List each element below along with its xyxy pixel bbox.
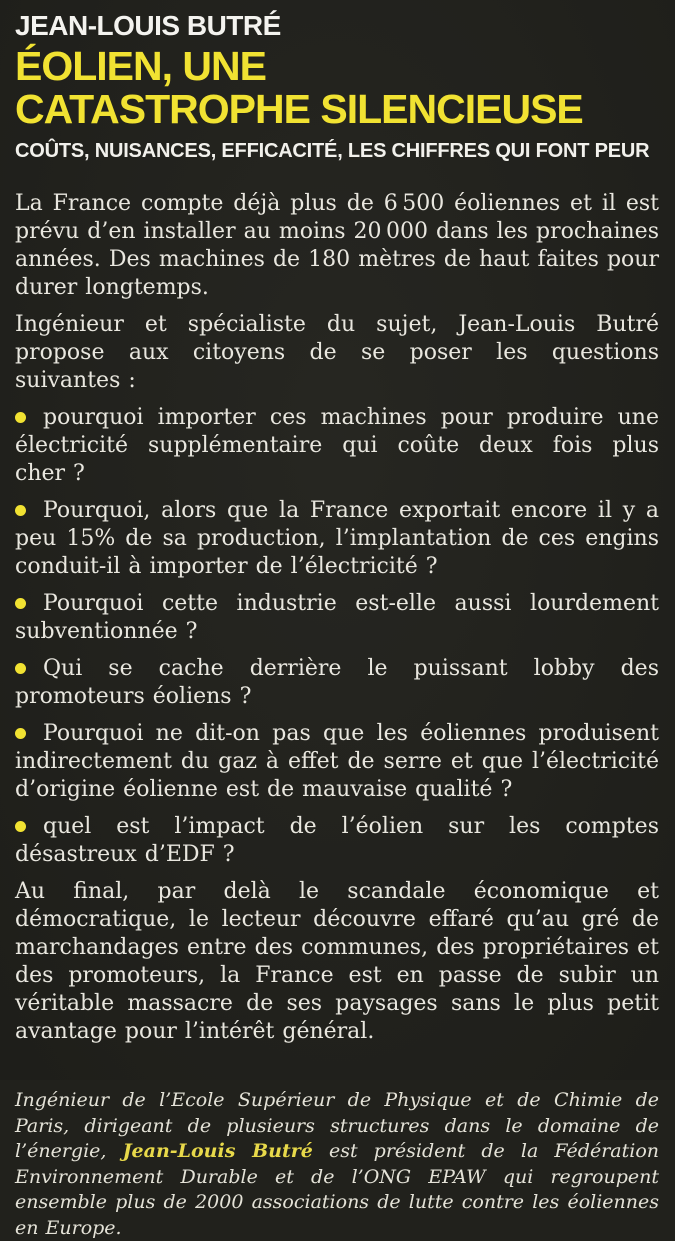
book-subtitle: COÛTS, NUISANCES, EFFICACITÉ, LES CHIFFRES QUI FONT PEUR (15, 140, 650, 163)
bullet-icon (15, 412, 26, 423)
bullet-item (15, 497, 659, 581)
bullet-text: quel est l’impact de l’éolien sur les comptes désastreux d’EDF ? (15, 814, 659, 868)
bio-text-before: Ingénieur de l’Ecole Supérieur de Physique et de Chimie de Paris, dirigeant de plusieurs structures dans le domaine de l’énergie, (15, 1089, 659, 1163)
bullet-item (15, 655, 659, 711)
bullet-item (15, 404, 659, 488)
bullet-icon (15, 663, 26, 674)
bullet-item (15, 590, 659, 646)
author-name: JEAN-LOUIS BUTRÉ (15, 10, 281, 41)
bullet-icon (15, 821, 26, 832)
bullet-text: Pourquoi ne dit-on pas que les éoliennes produisent indirectement du gaz à effet de serre et que l’électricité d’origine éolienne est de mauvaise qualité ? (15, 721, 659, 803)
intro-paragraph: La France compte déjà plus de 6 500 éoliennes et il est prévu d’en installer au moins 20 000 dans les prochaines années. Des machines de 180 mètres de haut faites pour durer longtemps. (15, 191, 659, 301)
bullet-icon (15, 598, 26, 609)
bullet-text: Qui se cache derrière le puissant lobby des promoteurs éoliens ? (15, 656, 659, 710)
bullet-item (15, 813, 659, 869)
closing-paragraph: Au final, par delà le scandale économique et démocratique, le lecteur découvre effaré qu’au gré de marchandages entre des communes, des propriétaires et des promoteurs, la France est en passe de subir un véritable massacre de ses paysages sans le plus petit avantage pour l’intérêt général. (15, 879, 659, 1045)
book-title-line1: ÉOLIEN, UNE (15, 43, 266, 90)
bio-text-after: est président de la Fédération Environnement Durable et de l’ONG EPAW qui regroupent ensemble plus de 2000 associations de lutte contre les éoliennes en Europe. (15, 1140, 659, 1239)
bullet-text: pourquoi importer ces machines pour produire une électricité supplémentaire qui coûte deux fois plus cher ? (15, 405, 659, 487)
questions-lead-paragraph: Ingénieur et spécialiste du sujet, Jean-Louis Butré propose aux citoyens de se poser les questions suivantes : (15, 312, 659, 394)
bullet-item (15, 720, 659, 804)
book-title-line2: CATASTROPHE SILENCIEUSE (15, 85, 583, 132)
bio-author-name: Jean-Louis Butré (122, 1140, 313, 1163)
bullet-icon (15, 728, 26, 739)
bullet-text: Pourquoi, alors que la France exportait encore il y a peu 15% de sa production, l’implantation de ces engins conduit-il à importer de l’électricité ? (15, 498, 659, 580)
author-bio (15, 1088, 659, 1241)
cover-header (15, 10, 659, 163)
bullet-text: Pourquoi cette industrie est-elle aussi lourdement subventionnée ? (15, 591, 659, 645)
cover-body (15, 190, 659, 1046)
bullet-icon (15, 505, 26, 516)
book-title (15, 45, 659, 130)
